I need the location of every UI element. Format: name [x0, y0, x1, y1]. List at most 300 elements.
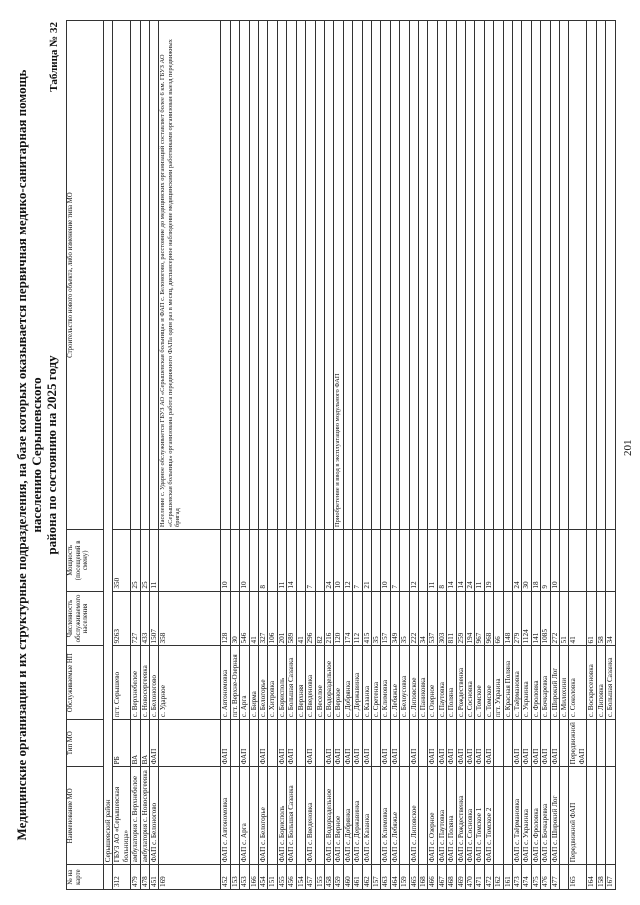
- cell-population: 415: [362, 591, 371, 646]
- cell-settlement: с. Добрянка: [343, 646, 352, 720]
- table-row: [362, 21, 371, 890]
- cell-type: ФАП: [466, 720, 475, 767]
- cell-type: [606, 720, 615, 767]
- cell-population: 34: [606, 591, 615, 646]
- cell-no: 169: [159, 865, 221, 890]
- table-row: [428, 21, 437, 890]
- cell-population: 66: [494, 591, 503, 646]
- cell-construction: [494, 21, 503, 530]
- cell-capacity: [268, 530, 277, 591]
- cell-construction: [466, 21, 475, 530]
- cell-population: 349: [390, 591, 399, 646]
- cell-name: [230, 767, 239, 865]
- table-row: [400, 21, 409, 890]
- cell-settlement: с. Сретенка: [371, 646, 380, 720]
- table-row: [475, 21, 484, 890]
- cell-settlement: с. Озерное: [428, 646, 437, 720]
- cell-settlement: с. Верхнебелое: [131, 646, 140, 720]
- cell-construction: [353, 21, 362, 530]
- cell-name: ФАП с. Широкий Лог: [550, 767, 559, 865]
- cell-capacity: [230, 530, 239, 591]
- cell-name: [315, 767, 324, 865]
- table-row: [159, 21, 221, 890]
- table-row: [287, 21, 296, 890]
- cell-type: ФАП: [522, 720, 531, 767]
- document-title: [14, 44, 59, 866]
- table-row: [560, 21, 569, 890]
- cell-name: ФАП с. Водораздельное: [324, 767, 333, 865]
- table-header-row: [67, 21, 104, 890]
- cell-name: [606, 767, 615, 865]
- cell-settlement: с. Томское: [475, 646, 484, 720]
- cell-type: ФАП: [381, 720, 390, 767]
- table-label: Таблица № 32: [48, 22, 60, 92]
- table-row: [494, 21, 503, 890]
- cell-settlement: пгт. Верхне-Озерная: [230, 646, 239, 720]
- cell-no: 469: [456, 865, 465, 890]
- cell-construction: Население с. Ударное обслуживается ГБУЗ АО «Серышевская больница» и ФАП с. Белоногово, расстояние до медицинских организаций составляет более 6 км. ГБУЗ АО «Серышевская больница» организована работа передвижного ФАПа один раз в месяц, диспансерное наблюдение медицинскими работниками организован выезд передвижных бригад: [159, 21, 221, 530]
- cell-construction: [560, 21, 569, 530]
- cell-settlement: с. Поляна: [447, 646, 456, 720]
- cell-construction: [475, 21, 484, 530]
- cell-type: [371, 720, 380, 767]
- header-name: Наименование МО: [67, 767, 104, 865]
- cell-name: Передвижной ФАП: [569, 767, 587, 865]
- cell-capacity: 11: [475, 530, 484, 591]
- cell-population: 433: [140, 591, 149, 646]
- table-row: [113, 21, 131, 890]
- cell-capacity: 14: [287, 530, 296, 591]
- cell-no: 312: [113, 865, 131, 890]
- cell-construction: [390, 21, 399, 530]
- cell-type: [315, 720, 324, 767]
- cell-settlement: с. Бирма: [249, 646, 258, 720]
- cell-capacity: 11: [277, 530, 286, 591]
- cell-name: [249, 767, 258, 865]
- cell-population: 51: [560, 591, 569, 646]
- cell-type: ФАП: [513, 720, 522, 767]
- cell-name: [159, 767, 221, 865]
- cell-no: 166: [249, 865, 258, 890]
- cell-name: ФАП с. Климовка: [381, 767, 390, 865]
- cell-name: ФАП с. Паутовка: [437, 767, 446, 865]
- cell-no: 167: [606, 865, 615, 890]
- cell-settlement: с. Новосергеевка: [140, 646, 149, 720]
- cell-construction: [296, 21, 305, 530]
- table-row: [447, 21, 456, 890]
- cell-capacity: [596, 530, 605, 591]
- cell-population: 112: [353, 591, 362, 646]
- cell-name: ФАП с. Верное: [334, 767, 343, 865]
- cell-capacity: 25: [131, 530, 140, 591]
- cell-construction: [587, 21, 596, 530]
- cell-construction: [113, 21, 131, 530]
- cell-construction: [418, 21, 427, 530]
- cell-capacity: [249, 530, 258, 591]
- cell-population: 1507: [150, 591, 159, 646]
- cell-construction: [240, 21, 249, 530]
- cell-name: ФАП с. Озерное: [428, 767, 437, 865]
- cell-population: 120: [334, 591, 343, 646]
- cell-construction: [541, 21, 550, 530]
- cell-construction: [306, 21, 315, 530]
- table-row: [437, 21, 446, 890]
- cell-capacity: [569, 530, 587, 591]
- cell-settlement: с. Милохини: [560, 646, 569, 720]
- cell-no: 151: [268, 865, 277, 890]
- table-row: [587, 21, 596, 890]
- cell-name: ФАП с. Белогорье: [259, 767, 268, 865]
- cell-settlement: с. Липовское: [409, 646, 418, 720]
- cell-name: амбулатория с. Новосергеевка: [140, 767, 149, 865]
- cell-settlement: с. Сосновка: [466, 646, 475, 720]
- table-row: [522, 21, 531, 890]
- table-row: [371, 21, 380, 890]
- cell-type: ФАП: [277, 720, 286, 767]
- table-row: [409, 21, 418, 890]
- cell-population: 34: [418, 591, 427, 646]
- cell-name: ФАП с. Томское 1: [475, 767, 484, 865]
- cell-no: 479: [131, 865, 140, 890]
- cell-settlement: с. Климовка: [381, 646, 390, 720]
- cell-no: 470: [466, 865, 475, 890]
- cell-name: амбулатория с. Верхнебелое: [131, 767, 140, 865]
- cell-construction: [268, 21, 277, 530]
- cell-population: 141: [531, 591, 540, 646]
- cell-population: 216: [324, 591, 333, 646]
- cell-construction: [437, 21, 446, 530]
- district-name: Серышевский район: [104, 21, 113, 865]
- cell-capacity: [400, 530, 409, 591]
- cell-no: 460: [343, 865, 352, 890]
- cell-type: [560, 720, 569, 767]
- cell-type: [418, 720, 427, 767]
- cell-construction: [596, 21, 605, 530]
- cell-name: ФАП с. Украинка: [522, 767, 531, 865]
- cell-construction: [513, 21, 522, 530]
- cell-capacity: 7: [353, 530, 362, 591]
- table-row: [249, 21, 258, 890]
- cell-type: ФАП: [306, 720, 315, 767]
- cell-settlement: пгт. Серышево: [113, 646, 131, 720]
- cell-settlement: с. Паниковка: [418, 646, 427, 720]
- cell-settlement: с. Хитровка: [268, 646, 277, 720]
- cell-capacity: [560, 530, 569, 591]
- cell-no: 463: [381, 865, 390, 890]
- cell-type: ВА: [140, 720, 149, 767]
- header-construction: Строительство нового объекта, либо изменение типа МО: [67, 21, 104, 530]
- cell-no: 478: [140, 865, 149, 890]
- cell-settlement: с. Таёрмановка: [513, 646, 522, 720]
- table-row: [259, 21, 268, 890]
- cell-construction: [409, 21, 418, 530]
- cell-settlement: с. Липовка: [596, 646, 605, 720]
- cell-no: 168: [418, 865, 427, 890]
- cell-settlement: с. Белоногово: [150, 646, 159, 720]
- cell-capacity: 8: [259, 530, 268, 591]
- cell-population: 327: [259, 591, 268, 646]
- cell-name: [503, 767, 512, 865]
- cell-settlement: с. Арга: [240, 646, 249, 720]
- cell-capacity: 7: [390, 530, 399, 591]
- cell-no: 155: [315, 865, 324, 890]
- cell-construction: [249, 21, 258, 530]
- cell-capacity: 10: [221, 530, 230, 591]
- cell-type: [503, 720, 512, 767]
- cell-type: [494, 720, 503, 767]
- cell-no: 466: [428, 865, 437, 890]
- cell-settlement: с. Рождественка: [456, 646, 465, 720]
- cell-name: [268, 767, 277, 865]
- cell-type: Передвижной ФАП: [569, 720, 587, 767]
- table-row: [315, 21, 324, 890]
- table-row: [150, 21, 159, 890]
- cell-capacity: 12: [409, 530, 418, 591]
- cell-settlement: с. Веселое: [315, 646, 324, 720]
- cell-type: ФАП: [409, 720, 418, 767]
- table-row: [221, 21, 230, 890]
- cell-name: [560, 767, 569, 865]
- cell-capacity: 21: [362, 530, 371, 591]
- table-row: [513, 21, 522, 890]
- cell-no: 165: [569, 865, 587, 890]
- cell-population: 358: [159, 591, 221, 646]
- cell-construction: [324, 21, 333, 530]
- cell-name: ФАП с. Сосновка: [466, 767, 475, 865]
- cell-no: 462: [362, 865, 371, 890]
- header-settlements: Обслуживаемые НП: [67, 646, 104, 720]
- cell-type: ФАП: [541, 720, 550, 767]
- cell-name: ФАП с. Казанка: [362, 767, 371, 865]
- cell-no: 458: [324, 865, 333, 890]
- cell-name: [400, 767, 409, 865]
- cell-capacity: 24: [466, 530, 475, 591]
- cell-settlement: с. Лебяжье: [390, 646, 399, 720]
- cell-type: ФАП: [484, 720, 493, 767]
- cell-no: 477: [550, 865, 559, 890]
- table-row: [390, 21, 399, 890]
- cell-settlement: с. Державинка: [353, 646, 362, 720]
- table-row: [418, 21, 427, 890]
- cell-no: 473: [513, 865, 522, 890]
- table-row: [381, 21, 390, 890]
- cell-settlement: с. Казанка: [362, 646, 371, 720]
- cell-settlement: с. Верное: [334, 646, 343, 720]
- cell-no: 476: [541, 865, 550, 890]
- cell-name: [371, 767, 380, 865]
- table-row: [324, 21, 333, 890]
- cell-type: ФАП: [456, 720, 465, 767]
- cell-construction: [343, 21, 352, 530]
- medical-organizations-table: [66, 20, 616, 890]
- cell-no: 161: [503, 865, 512, 890]
- table-row: [531, 21, 540, 890]
- cell-type: ФАП: [531, 720, 540, 767]
- table-row: [334, 21, 343, 890]
- cell-type: [587, 720, 596, 767]
- table-row: [569, 21, 587, 890]
- cell-no: 465: [409, 865, 418, 890]
- cell-construction: [569, 21, 587, 530]
- table-row: [541, 21, 550, 890]
- cell-capacity: [418, 530, 427, 591]
- cell-type: ФАП: [353, 720, 362, 767]
- cell-no: 454: [259, 865, 268, 890]
- cell-population: 157: [381, 591, 390, 646]
- cell-settlement: с. Введеновка: [306, 646, 315, 720]
- cell-capacity: [296, 530, 305, 591]
- cell-name: [587, 767, 596, 865]
- cell-settlement: с. Бочкаревка: [541, 646, 550, 720]
- header-population: Численность обслуживаемого населения: [67, 591, 104, 646]
- table-row: [343, 21, 352, 890]
- cell-construction: Приобретение и ввод в эксплуатацию модульного ФАП: [334, 21, 343, 530]
- cell-no: 461: [353, 865, 362, 890]
- cell-capacity: 8: [437, 530, 446, 591]
- cell-population: 537: [428, 591, 437, 646]
- cell-settlement: с. Воскресеновка: [587, 646, 596, 720]
- cell-capacity: [159, 530, 221, 591]
- cell-construction: [230, 21, 239, 530]
- header-capacity: Мощность (посещений в смену): [67, 530, 104, 591]
- cell-population: 41: [569, 591, 587, 646]
- cell-type: ФАП: [240, 720, 249, 767]
- table-row: [503, 21, 512, 890]
- cell-type: РБ: [113, 720, 131, 767]
- cell-construction: [550, 21, 559, 530]
- cell-type: ФАП: [324, 720, 333, 767]
- cell-capacity: 10: [550, 530, 559, 591]
- cell-population: 30: [230, 591, 239, 646]
- page-number: 201: [622, 439, 634, 456]
- cell-construction: [381, 21, 390, 530]
- cell-population: 201: [277, 591, 286, 646]
- cell-capacity: 7: [306, 530, 315, 591]
- cell-settlement: с. Фроловка: [531, 646, 540, 720]
- header-no: № на карте: [67, 865, 104, 890]
- cell-type: [400, 720, 409, 767]
- cell-name: [596, 767, 605, 865]
- cell-construction: [447, 21, 456, 530]
- cell-type: ФАП: [437, 720, 446, 767]
- cell-no: 471: [475, 865, 484, 890]
- cell-population: 35: [400, 591, 409, 646]
- cell-name: ФАП с. Таёрмановка: [513, 767, 522, 865]
- table-row: [596, 21, 605, 890]
- table-row: [456, 21, 465, 890]
- cell-capacity: [494, 530, 503, 591]
- cell-name: ФАП с. Большая Сазанка: [287, 767, 296, 865]
- cell-no: 455: [277, 865, 286, 890]
- cell-settlement: с. Украинка: [522, 646, 531, 720]
- table-row: [277, 21, 286, 890]
- cell-capacity: 24: [324, 530, 333, 591]
- cell-no: 468: [447, 865, 456, 890]
- cell-no: 456: [287, 865, 296, 890]
- cell-no: 451: [150, 865, 159, 890]
- cell-population: 148: [503, 591, 512, 646]
- cell-capacity: 350: [113, 530, 131, 591]
- cell-no: 153: [230, 865, 239, 890]
- cell-settlement: с. Широкий Лог: [550, 646, 559, 720]
- cell-type: ФАП: [343, 720, 352, 767]
- cell-type: ФАП: [475, 720, 484, 767]
- cell-capacity: 11: [428, 530, 437, 591]
- cell-population: 279: [513, 591, 522, 646]
- cell-population: 58: [596, 591, 605, 646]
- cell-name: ФАП с. Добрянка: [343, 767, 352, 865]
- cell-population: 61: [587, 591, 596, 646]
- cell-type: [159, 720, 221, 767]
- cell-construction: [140, 21, 149, 530]
- cell-no: 464: [390, 865, 399, 890]
- cell-capacity: 9: [541, 530, 550, 591]
- cell-name: ФАП с. Бочкаревка: [541, 767, 550, 865]
- cell-name: ФАП с. Борисполь: [277, 767, 286, 865]
- cell-construction: [503, 21, 512, 530]
- cell-construction: [362, 21, 371, 530]
- cell-construction: [531, 21, 540, 530]
- cell-no: 159: [400, 865, 409, 890]
- cell-population: 9263: [113, 591, 131, 646]
- cell-no: 164: [587, 865, 596, 890]
- cell-settlement: с. Соколовка: [569, 646, 587, 720]
- header-type: Тип МО: [67, 720, 104, 767]
- cell-no: 472: [484, 865, 493, 890]
- cell-capacity: 10: [334, 530, 343, 591]
- cell-type: ФАП: [259, 720, 268, 767]
- cell-construction: [371, 21, 380, 530]
- cell-name: ФАП с. Автономовка: [221, 767, 230, 865]
- cell-capacity: 14: [447, 530, 456, 591]
- cell-capacity: [315, 530, 324, 591]
- cell-population: 174: [343, 591, 352, 646]
- table-row: [230, 21, 239, 890]
- cell-settlement: с. Белоусовка: [400, 646, 409, 720]
- cell-capacity: [503, 530, 512, 591]
- title-line-1: Медицинские организации и их структурные подразделения, на базе которых оказывается первичная медико-санитарная помощь населению Серышевского: [14, 69, 44, 841]
- table-row: [606, 21, 615, 890]
- table-row: [268, 21, 277, 890]
- cell-settlement: с. Большая Сазанка: [287, 646, 296, 720]
- table-row: [296, 21, 305, 890]
- cell-settlement: с. Красная Поляна: [503, 646, 512, 720]
- cell-population: 82: [315, 591, 324, 646]
- cell-settlement: с. Водораздельное: [324, 646, 333, 720]
- title-line-2: района по состоянию на 2025 году: [44, 355, 59, 555]
- cell-settlement: с. Автономовка: [221, 646, 230, 720]
- cell-capacity: 11: [150, 530, 159, 591]
- table-row: [306, 21, 315, 890]
- cell-capacity: [587, 530, 596, 591]
- cell-no: 475: [531, 865, 540, 890]
- cell-population: 222: [409, 591, 418, 646]
- cell-construction: [400, 21, 409, 530]
- cell-capacity: [606, 530, 615, 591]
- cell-no: 457: [306, 865, 315, 890]
- cell-capacity: 12: [343, 530, 352, 591]
- cell-no: 154: [296, 865, 305, 890]
- cell-name: ФАП с. Арга: [240, 767, 249, 865]
- cell-settlement: с. Верхняя: [296, 646, 305, 720]
- cell-settlement: пгт. Украина: [494, 646, 503, 720]
- cell-population: 968: [484, 591, 493, 646]
- cell-population: 41: [249, 591, 258, 646]
- cell-population: 296: [306, 591, 315, 646]
- cell-settlement: с. Ударное: [159, 646, 221, 720]
- cell-construction: [456, 21, 465, 530]
- cell-no: 467: [437, 865, 446, 890]
